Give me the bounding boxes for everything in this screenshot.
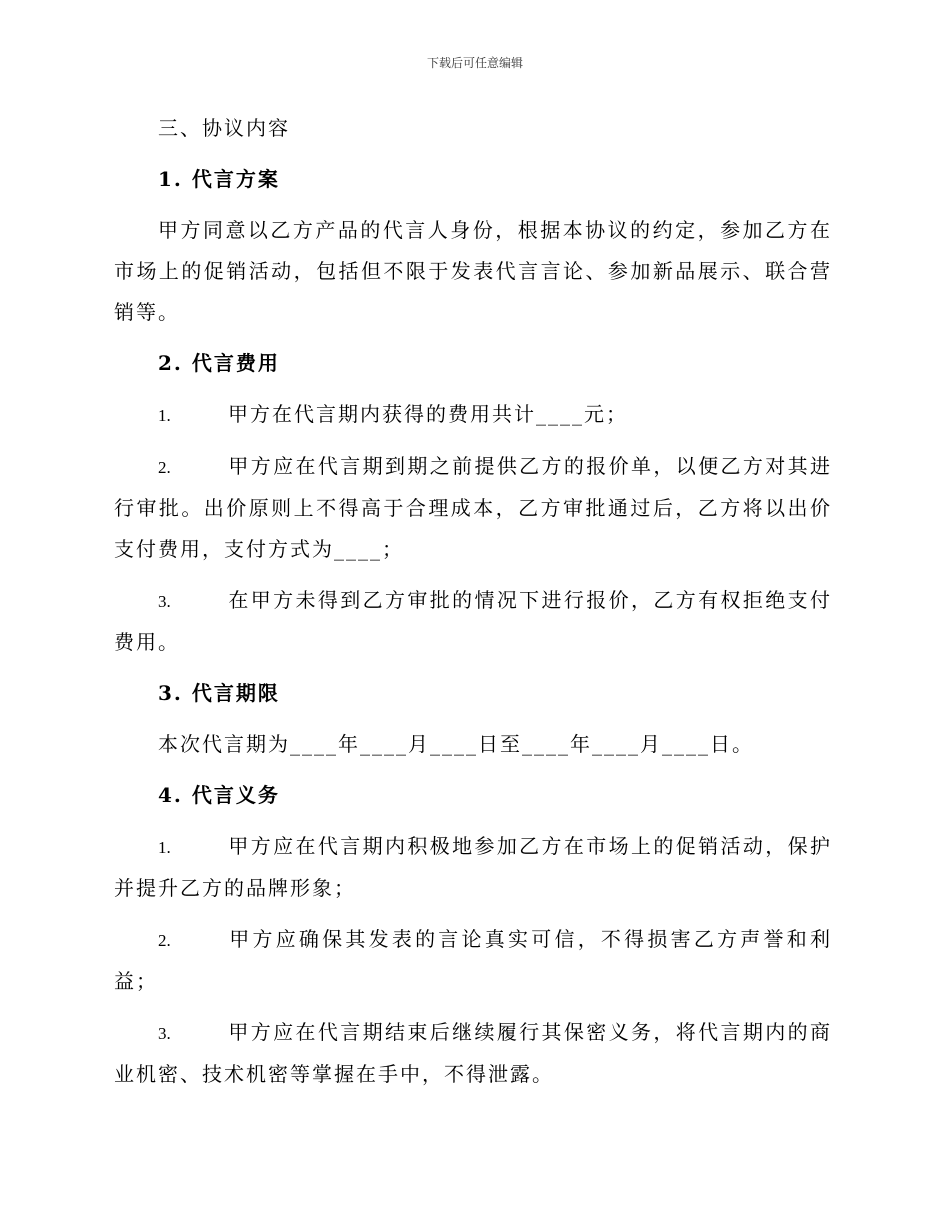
list-item bbox=[114, 580, 832, 663]
list-item bbox=[114, 394, 832, 436]
subsection-title-endorsement-plan: 1. 代言方案 bbox=[158, 167, 280, 191]
section-title: 三、协议内容 bbox=[158, 116, 290, 140]
list-item-number: 3. bbox=[158, 592, 171, 611]
subsection-title-endorsement-fee: 2. 代言费用 bbox=[158, 351, 280, 375]
subsection-title-endorsement-term: 3. 代言期限 bbox=[158, 681, 280, 705]
list-item bbox=[114, 826, 832, 909]
list-item-text: 甲方应在代言期到期之前提供乙方的报价单，以便乙方对其进行审批。出价原则上不得高于合理成本，乙方审批通过后，乙方将以出价支付费用，支付方式为____； bbox=[114, 454, 832, 561]
list-item bbox=[114, 919, 832, 1002]
page-header-note: 下载后可任意编辑 bbox=[426, 56, 523, 70]
subsection-title-endorsement-obligations: 4. 代言义务 bbox=[158, 783, 280, 807]
list-item-text: 甲方在代言期内获得的费用共计____元； bbox=[228, 402, 628, 426]
list-item-text: 在甲方未得到乙方审批的情况下进行报价，乙方有权拒绝支付费用。 bbox=[114, 588, 832, 654]
list-item-number: 1. bbox=[158, 838, 171, 857]
list-item-number: 2. bbox=[158, 931, 171, 950]
list-item-text: 甲方应在代言期内积极地参加乙方在市场上的促销活动，保护并提升乙方的品牌形象； bbox=[114, 834, 832, 900]
list-item-number: 1. bbox=[158, 406, 171, 425]
list-item-text: 甲方应确保其发表的言论真实可信，不得损害乙方声誉和利益； bbox=[114, 927, 832, 993]
endorsement-plan-paragraph: 甲方同意以乙方产品的代言人身份，根据本协议的约定，参加乙方在市场上的促销活动，包括但不限于发表代言言论、参加新品展示、联合营销等。 bbox=[114, 218, 832, 324]
endorsement-term-paragraph: 本次代言期为____年____月____日至____年____月____日。 bbox=[158, 732, 754, 756]
list-item-text: 甲方应在代言期结束后继续履行其保密义务，将代言期内的商业机密、技术机密等掌握在手中，不得泄露。 bbox=[114, 1020, 832, 1086]
list-item-number: 2. bbox=[158, 458, 171, 477]
list-item bbox=[114, 1012, 832, 1095]
document-body bbox=[114, 108, 832, 1105]
list-item bbox=[114, 446, 832, 570]
list-item-number: 3. bbox=[158, 1024, 171, 1043]
